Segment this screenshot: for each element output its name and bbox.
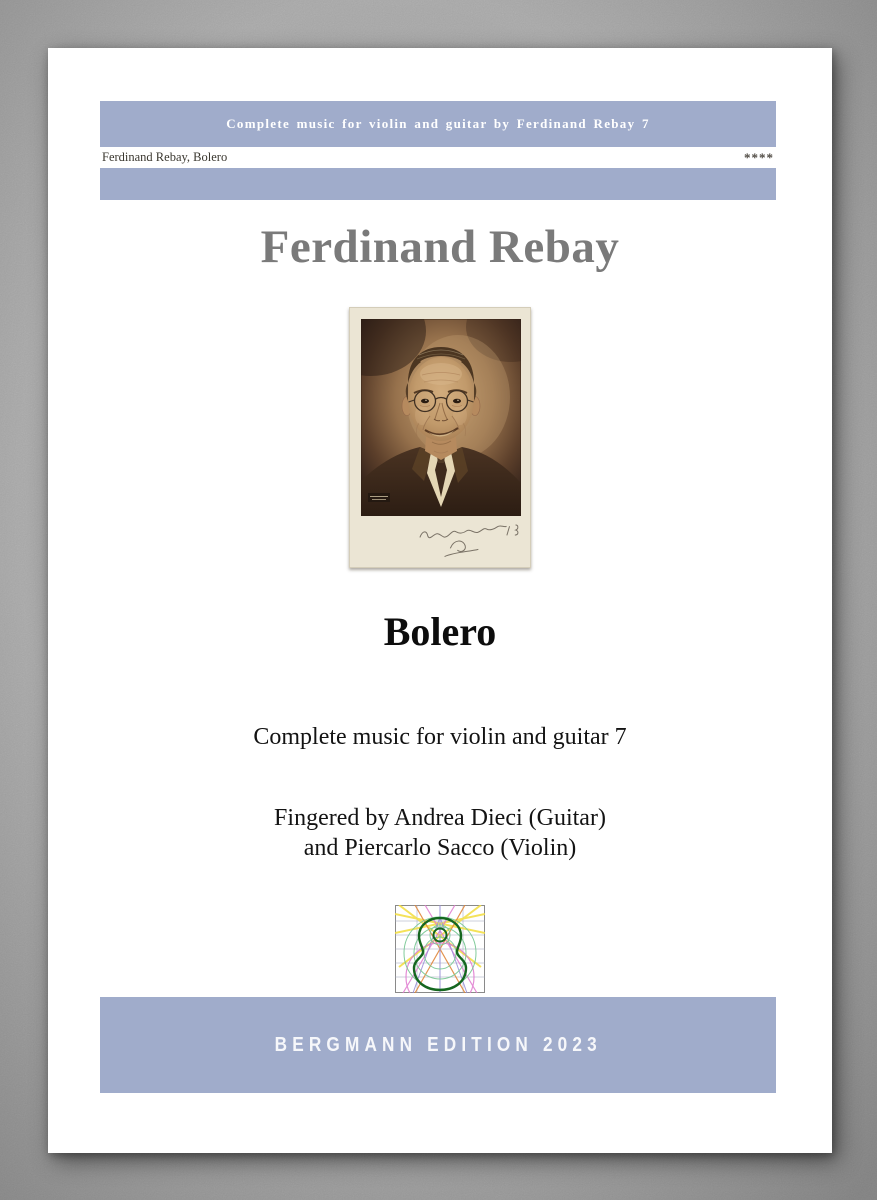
running-header-left: Ferdinand Rebay, Bolero xyxy=(102,150,228,164)
credits xyxy=(48,803,832,863)
work-subtitle: Complete music for violin and guitar 7 xyxy=(253,724,627,750)
publisher-logo xyxy=(395,905,485,993)
work-title: Bolero xyxy=(383,609,497,654)
header-band-primary xyxy=(100,101,776,147)
composer-photo xyxy=(349,307,531,568)
cover-page xyxy=(48,48,832,1153)
composer-portrait-image xyxy=(361,319,521,516)
publisher-imprint: BERGMANN EDITION 2023 xyxy=(274,1033,602,1056)
credits-line-1: Fingered by Andrea Dieci (Guitar) xyxy=(274,805,606,831)
credits-line-2: and Piercarlo Sacco (Violin) xyxy=(303,835,577,861)
handwritten-dedication xyxy=(350,516,532,568)
header-band-secondary xyxy=(100,168,776,200)
running-header xyxy=(100,147,776,168)
footer-band xyxy=(100,997,776,1093)
composer-name: Ferdinand Rebay xyxy=(260,221,620,273)
series-banner-text: Complete music for violin and guitar by Ferdinand Rebay 7 xyxy=(226,116,650,131)
guitar-logo-icon xyxy=(395,905,485,993)
running-header-asterisks: **** xyxy=(744,149,774,165)
